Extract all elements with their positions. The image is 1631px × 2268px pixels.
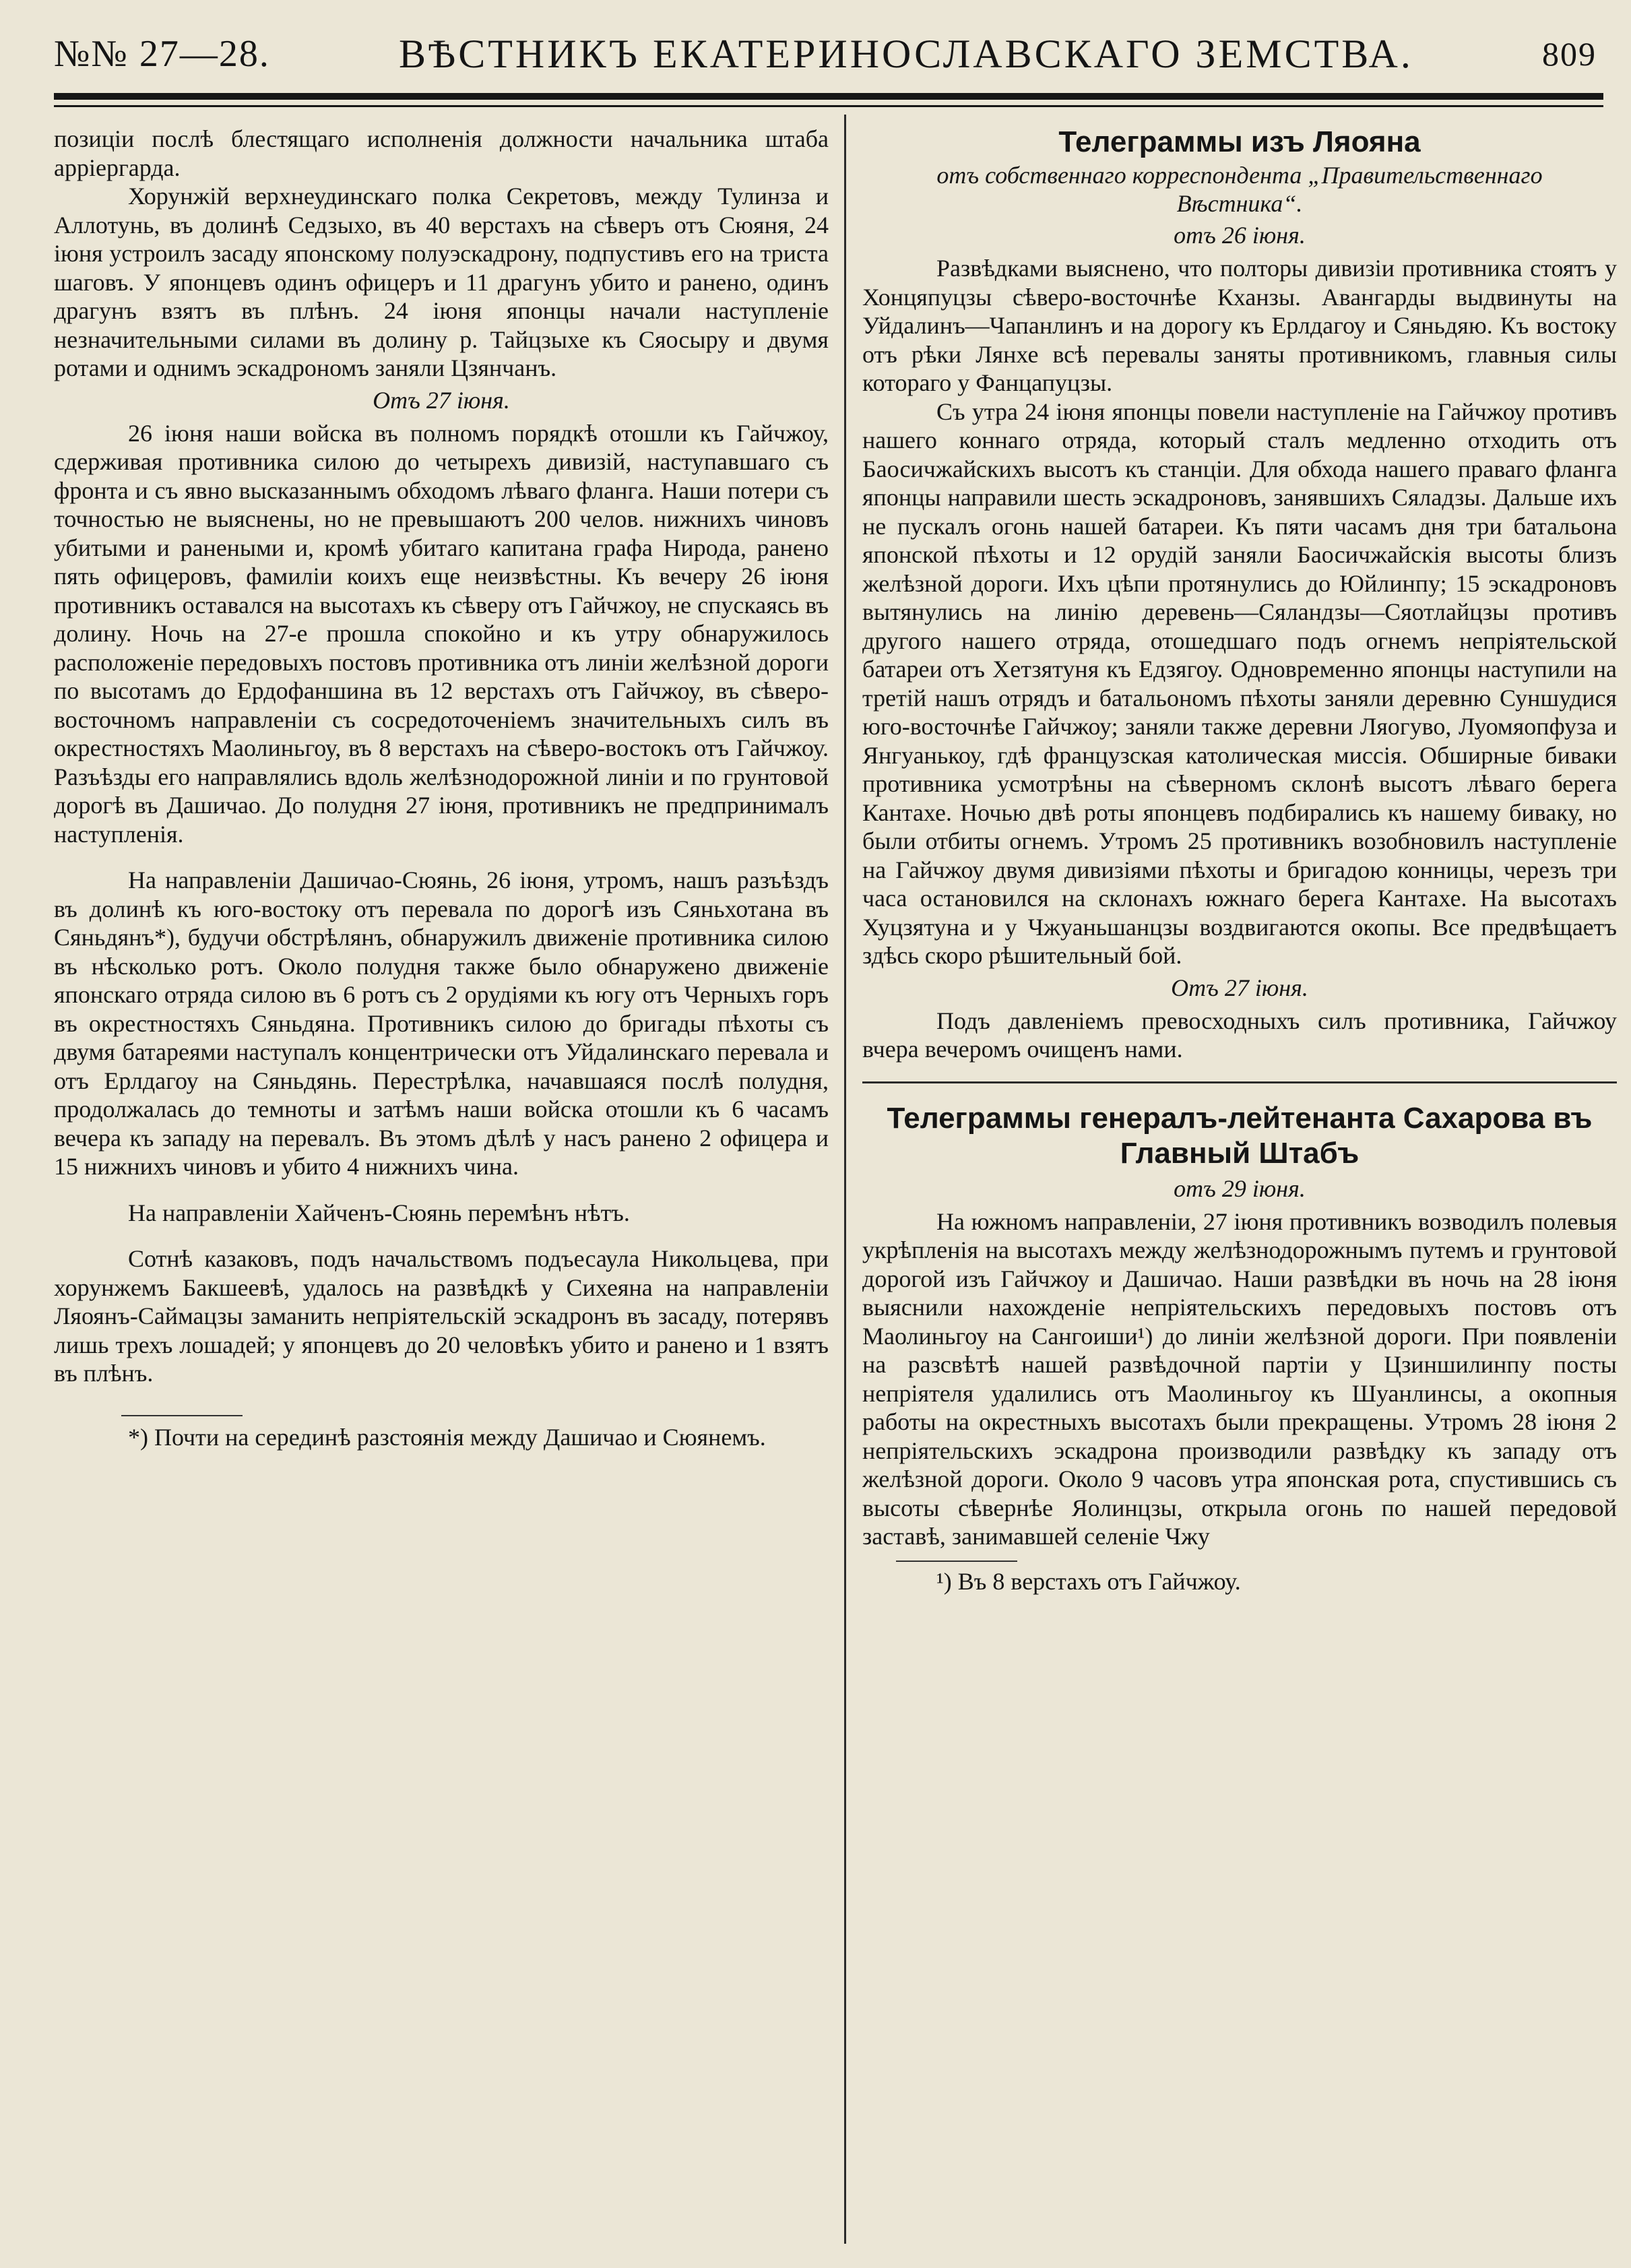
footnote: ¹) Въ 8 верстахъ отъ Гайчжоу. xyxy=(936,1567,1241,1595)
right-column xyxy=(862,125,1617,2247)
footnote-rule xyxy=(121,1415,243,1416)
journal-title: ВѢСТНИКЪ ЕКАТЕРИНОСЛАВСКАГО ЗЕМСТВА. xyxy=(398,31,1413,76)
section-title: Телеграммы изъ Ляояна xyxy=(1058,125,1421,158)
issue-number: №№ 27—28. xyxy=(54,33,270,75)
left-column xyxy=(54,125,829,2247)
section-title: Телеграммы генералъ-лейтенанта Сахарова въ Главный Штабъ xyxy=(887,1101,1593,1170)
paragraph: позиціи послѣ блестящаго исполненія должности начальника штаба арріергарда. xyxy=(54,125,829,181)
paragraph: Подъ давленіемъ превосходныхъ силъ противника, Гайчжоу вчера вечеромъ очищенъ нами. xyxy=(862,1007,1617,1063)
spacer xyxy=(54,848,829,866)
header-rule-thick xyxy=(54,93,1603,100)
dateline: отъ 29 іюня. xyxy=(1174,1174,1306,1202)
paragraph: Сотнѣ казаковъ, подъ начальствомъ подъесаула Никольцева, при хорунжемъ Бакшеевѣ, удалось на развѣдкѣ у Сихеяна на направленіи Ляоянъ-Саймацзы заманить непріятельскій эскадронъ въ засаду, потерявъ лишь трехъ лошадей; у японцевъ до 20 человѣкъ убито и ранено и 1 взятъ въ плѣнъ. xyxy=(54,1245,829,1387)
footnote-rule xyxy=(896,1561,1017,1562)
page-number: 809 xyxy=(1541,35,1597,73)
header-rule-thin xyxy=(54,105,1603,107)
paragraph: Съ утра 24 іюня японцы повели наступленіе на Гайчжоу противъ нашего коннаго отряда, который сталъ медленно отходить отъ Баосичжайскихъ высотъ къ станціи. Для обхода нашего праваго фланга японцы направили шесть эскадроновъ, занявшихъ Сяладзы. Дальше ихъ не пускалъ огонь нашей батареи. Къ пяти часамъ дня три батальона японской пѣхоты и 12 орудій заняли Баосичжайскія высоты близъ желѣзной дороги. Ихъ цѣпи протянулись до Юйлинпу; 15 эскадроновъ вытянулись на линію деревень—Сяландзы—Сяотлайцзы противъ другого нашего отряда, отошедшаго подъ огнемъ непріятельской батареи отъ Хетзятуня къ Едзягоу. Одновременно японцы наступили на третій нашъ отрядъ и батальономъ пѣхоты заняли деревню Суншудися юго-восточнѣе Гайчжоу; заняли также деревни Ляогуво, Луомяопфуза и Янгуанькоу, гдѣ французская католическая миссія. Обширные биваки противника усмотрѣны на сѣверномъ склонѣ высотъ лѣваго берега Кантахе. Ночью двѣ роты японцевъ подбирались къ нашему биваку, но были отбиты огнемъ. Утромъ 25 противникъ возобновилъ наступленіе на Гайчжоу двумя дивизіями пѣхоты и бригадою конницы, черезъ три часа остановился на склонахъ южнаго берега Кантахе. На высотахъ Хуцзятуна и у Чжуаньшанцзы воздвигаются окопы. Все предвѣщаетъ здѣсь скоро рѣшительный бой. xyxy=(862,398,1617,969)
spacer xyxy=(54,1227,829,1245)
spacer xyxy=(54,1181,829,1199)
section-subtitle: отъ собственнаго корреспондента „Правительственнаго Вѣстника“. xyxy=(936,162,1543,217)
paragraph: Хорунжій верхнеудинскаго полка Секретовъ, между Тулинза и Аллотунь, въ долинѣ Седзыхо, въ 40 верстахъ на сѣверъ отъ Сюяня, 24 іюня устроилъ засаду японскому полуэскадрону, подпустивъ его на триста шаговъ. У японцевъ одинъ офицеръ и 11 драгунъ убито и ранено, одинъ драгунъ взятъ въ плѣнъ. 24 іюня японцы начали наступленіе незначительными силами въ долину р. Тайцзыхе къ Сяосыру и двумя ротами и однимъ эскадрономъ заняли Цзянчанъ. xyxy=(54,183,829,381)
dateline: Отъ 27 іюня. xyxy=(1171,974,1308,1001)
paragraph: 26 іюня наши войска въ полномъ порядкѣ отошли къ Гайчжоу, сдерживая противника силою до четырехъ дивизій, наступавшаго съ фронта и съ явно высказаннымъ обходомъ лѣваго фланга. Наши потери съ точностью не выяснены, но не превышаютъ 200 челов. нижнихъ чиновъ убитыми и ранеными и, кромѣ убитаго капитана графа Нирода, ранено пять офицеровъ, фамиліи коихъ еще неизвѣстны. Къ вечеру 26 іюня противникъ оставался на высотахъ къ сѣверу отъ Гайчжоу, не спускаясь въ долину. Ночь на 27-е прошла спокойно и къ утру обнаружилось расположеніе передовыхъ постовъ противника отъ линіи желѣзной дороги по высотамъ до Ердофаншина въ 12 верстахъ отъ Гайчжоу, въ сѣверо-восточномъ направленіи съ сосредоточеніемъ значительныхъ силъ въ окрестностяхъ Маолиньгоу, въ 8 верстахъ на сѣверо-востокъ отъ Гайчжоу. Разъѣзды его направлялись вдоль желѣзнодорожной линіи и по грунтовой дорогѣ въ Дашичао. До полудня 27 іюня, противникъ не предпринималъ наступленія. xyxy=(54,419,829,848)
paragraph: На направленіи Дашичао-Сюянь, 26 іюня, утромъ, нашъ разъѣздъ въ долинѣ къ юго-востоку отъ перевала по дорогѣ изъ Сяньхотана въ Сяньдянъ*), будучи обстрѣлянъ, обнаружилъ движеніе противника силою въ нѣсколько ротъ. Около полудня также было обнаружено движеніе японскаго отряда силою въ 6 ротъ съ 2 орудіями къ югу отъ Черныхъ горъ въ окрестностяхъ Сяньдяна. Противникъ силою до бригады пѣхоты съ двумя батареями наступалъ концентрически отъ Уйдалинскаго перевала и отъ Ерлдагоу на Сяньдянь. Перестрѣлка, начавшаяся послѣ полудня, продолжалась до темноты и затѣмъ наши войска отошли къ 6 часамъ вечера къ западу на перевалъ. Въ этомъ дѣлѣ у насъ ранено 2 офицера и 15 нижнихъ чиновъ и убито 4 нижнихъ чина. xyxy=(54,867,829,1180)
dateline: Отъ 27 іюня. xyxy=(373,386,510,414)
paragraph: На южномъ направленіи, 27 іюня противникъ возводилъ полевыя укрѣпленія на высотахъ между желѣзнодорожнымъ путемъ и грунтовой дорогой изъ Гайчжоу и Дашичао. Наши развѣдки въ ночь на 28 іюня выяснили нахожденіе непріятельскихъ передовыхъ постовъ отъ Маолиньгоу на Сангоиши¹) до линіи желѣзной дороги. При появленіи на разсвѣтѣ нашей развѣдочной партіи у Цзиншилинпу посты непріятеля удалились отъ Маолиньгоу къ Шуанлинсы, а окопныя работы на окрестныхъ высотахъ были прекращены. Утромъ 28 іюня 2 непріятельскихъ эскадрона производили развѣдку къ западу отъ желѣзной дороги. Около 9 часовъ утра японская рота, спустившись съ высоты сѣвернѣе Яолинцзы, открыла огонь по нашей передовой заставѣ, занимавшей селеніе Чжу xyxy=(862,1207,1617,1550)
section-separator xyxy=(862,1081,1617,1083)
paragraph: На направленіи Хайченъ-Сюянь перемѣнъ нѣтъ. xyxy=(128,1199,630,1226)
footnote: *) Почти на серединѣ разстоянія между Дашичао и Сюянемъ. xyxy=(128,1423,766,1451)
dateline: отъ 26 іюня. xyxy=(1174,222,1306,249)
column-divider xyxy=(844,115,846,2244)
page-header xyxy=(54,20,1597,88)
paragraph: Развѣдками выяснено, что полторы дивизіи противника стоятъ у Хонцяпуцзы сѣверо-восточнѣе Кханзы. Авангарды выдвинуты на Уйдалинъ—Чапанлинъ и на дорогу къ Ерлдагоу и Сяньдяю. Къ востоку отъ рѣки Лянхе всѣ перевалы заняты противникомъ, главныя силы котораго у Фанцапуцзы. xyxy=(862,255,1617,396)
